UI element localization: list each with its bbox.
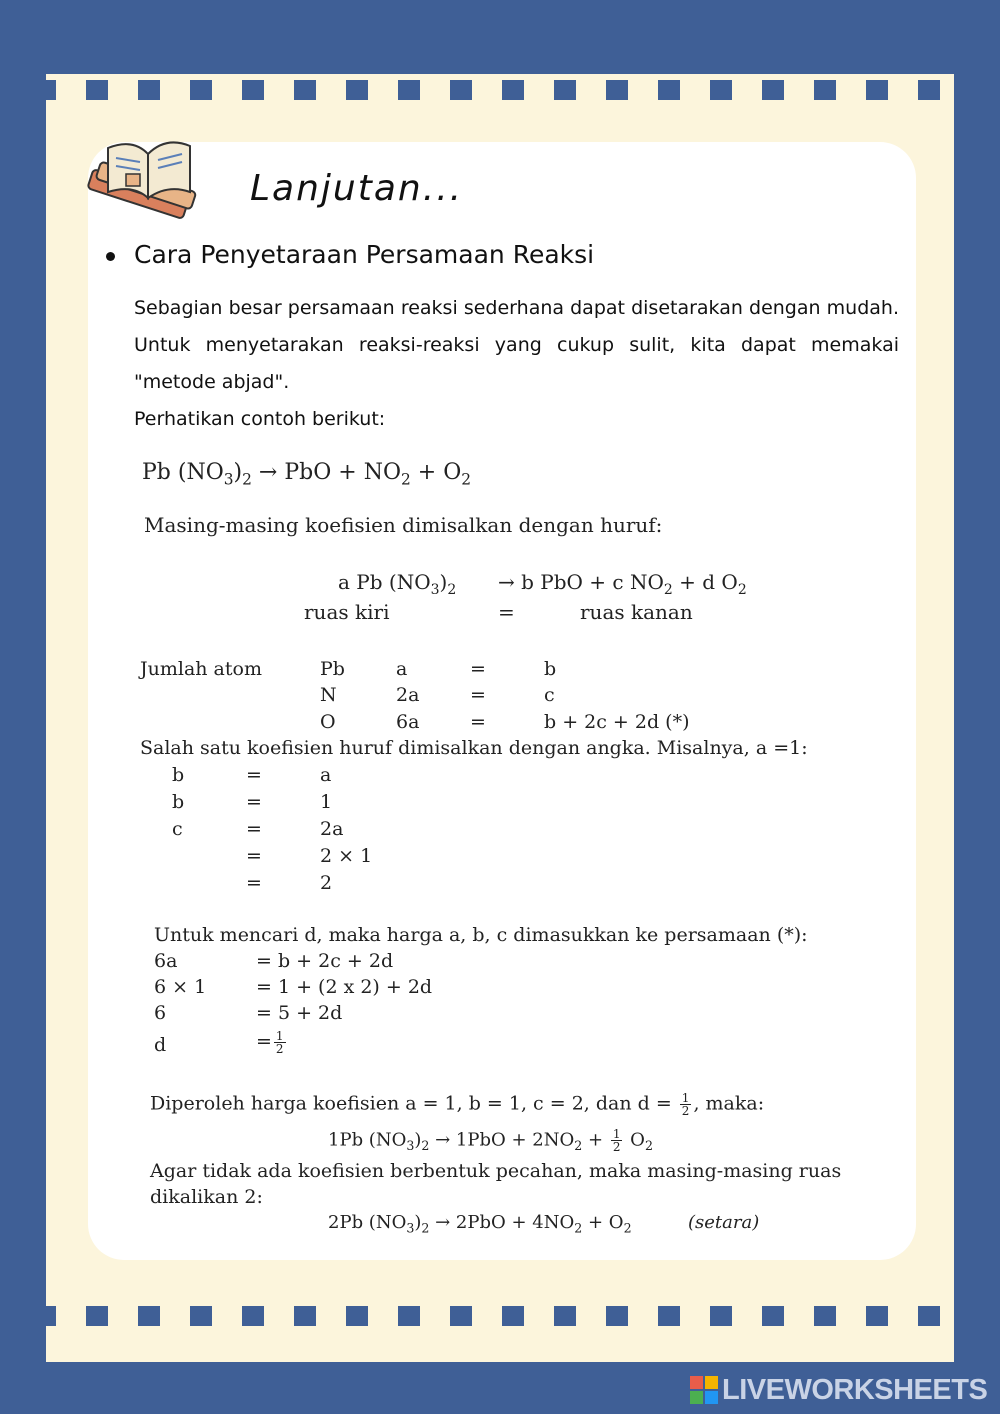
atom-equals: = <box>470 684 486 706</box>
fraction-half <box>611 1128 623 1153</box>
eq-part: → 2PbO + 4NO <box>429 1212 575 1233</box>
bullet-icon <box>106 252 115 261</box>
eq-part: + O <box>582 1212 624 1233</box>
calc-right: = b + 2c + 2d <box>256 950 394 972</box>
text-part: Diperoleh harga koefisien a = 1, b = 1, c = 2, dan d = <box>150 1092 678 1115</box>
eq-part: a Pb (NO <box>338 570 431 594</box>
atom-right: b <box>544 658 557 680</box>
balanced-note: (setara) <box>688 1212 760 1233</box>
atom-element: O <box>320 711 336 733</box>
step4-note-1: Agar tidak ada koefisien berbentuk pecahan, maka masing-masing ruas <box>150 1160 842 1182</box>
var-equals: = <box>246 845 262 867</box>
atom-equals: = <box>470 658 486 680</box>
calc-result <box>256 1030 288 1055</box>
atom-count-label: Jumlah atom <box>140 658 262 680</box>
eq-sub: 2 <box>242 470 252 489</box>
calc-right: = 5 + 2d <box>256 1002 343 1024</box>
eq-part: + O <box>410 460 462 485</box>
page-title: Lanjutan... <box>250 168 464 209</box>
var-equals: = <box>246 872 262 894</box>
final-equation <box>328 1212 632 1236</box>
eq-part: + d O <box>672 570 738 594</box>
eq-sub: 3 <box>223 470 234 489</box>
atom-equals: = <box>470 711 486 733</box>
eq-sub: 2 <box>461 470 472 489</box>
intro-prompt: Perhatikan contoh berikut: <box>134 408 386 430</box>
var-value: 2a <box>320 818 344 840</box>
atom-right: b + 2c + 2d (*) <box>544 711 690 733</box>
calc-right: = 1 + (2 x 2) + 2d <box>256 976 433 998</box>
atom-right: c <box>544 684 555 706</box>
step3-intro: Untuk mencari d, maka harga a, b, c dimasukkan ke persamaan (*): <box>154 924 808 946</box>
liveworksheets-watermark <box>690 1374 987 1406</box>
eq-sub: 3 <box>430 582 440 598</box>
eq-part: O <box>624 1129 645 1151</box>
text-part: , maka: <box>693 1092 765 1115</box>
eq-part: ) <box>414 1212 422 1233</box>
fraction-half <box>274 1030 286 1055</box>
intro-paragraph: Sebagian besar persamaan reaksi sederhana dapat disetarakan dengan mudah. Untuk menyetarakan reaksi-reaksi yang cukup sulit, kita dapat memakai "metode abjad". <box>134 297 899 393</box>
step1-rhs <box>498 570 747 598</box>
var-value: a <box>320 764 332 786</box>
frac-num: 1 <box>681 1091 690 1105</box>
frac-den: 2 <box>275 1042 284 1056</box>
eq-part: 2Pb (NO <box>328 1212 407 1233</box>
eq-part: → PbO + NO <box>251 460 401 485</box>
eq-part: + <box>582 1129 609 1151</box>
var-equals: = <box>246 818 262 840</box>
border-edge-bottom-inner <box>46 1300 954 1306</box>
step1-intro: Masing-masing koefisien dimisalkan dengan huruf: <box>144 513 663 537</box>
eq-sub: 2 <box>644 1138 653 1154</box>
eq-sub: 2 <box>574 1138 583 1154</box>
eq-sub: 2 <box>401 470 411 489</box>
right-side-label: ruas kanan <box>580 600 693 624</box>
eq-part: ) <box>233 460 243 485</box>
step4-intro <box>150 1092 764 1117</box>
atom-element: N <box>320 684 337 706</box>
border-edge-bottom <box>46 1326 954 1332</box>
liveworksheets-logo-icon <box>690 1376 718 1404</box>
step2-intro: Salah satu koefisien huruf dimisalkan dengan angka. Misalnya, a =1: <box>140 737 808 759</box>
fractional-equation <box>328 1128 653 1153</box>
eq-part: → 1PbO + 2NO <box>429 1129 575 1151</box>
book-icon <box>78 124 218 224</box>
calc-left: 6 <box>154 1002 167 1024</box>
eq-sub: 2 <box>663 582 673 598</box>
eq-sub: 2 <box>421 1220 430 1236</box>
eq-sub: 2 <box>421 1138 430 1154</box>
var-name: b <box>172 791 185 813</box>
var-equals: = <box>246 791 262 813</box>
frac-num: 1 <box>612 1127 621 1141</box>
main-equation <box>142 460 471 488</box>
step1-lhs <box>338 570 456 598</box>
eq-sub: 3 <box>406 1138 415 1154</box>
eq-sub: 2 <box>737 582 747 598</box>
watermark-text: LIVEWORKSHEETS <box>722 1373 988 1406</box>
var-name: b <box>172 764 185 786</box>
frac-num: 1 <box>275 1029 284 1043</box>
eq-part: ) <box>414 1129 422 1151</box>
var-value: 2 × 1 <box>320 845 373 867</box>
eq-sub: 3 <box>406 1220 415 1236</box>
border-edge-top <box>46 74 954 80</box>
atom-element: Pb <box>320 658 345 680</box>
calc-equals: = <box>256 1030 272 1053</box>
intro-text <box>134 290 899 438</box>
border-edge-top-inner <box>46 100 954 106</box>
calc-left: 6 × 1 <box>154 976 207 998</box>
var-name: c <box>172 818 183 840</box>
eq-part: Pb (NO <box>142 460 224 485</box>
eq-part: ) <box>439 570 448 594</box>
sides-equals: = <box>498 600 515 624</box>
frac-den: 2 <box>612 1140 621 1154</box>
calc-left: d <box>154 1034 167 1056</box>
atom-left: 6a <box>396 711 420 733</box>
calc-left: 6a <box>154 950 178 972</box>
eq-sub: 2 <box>623 1220 632 1236</box>
eq-part: 1Pb (NO <box>328 1129 407 1151</box>
step4-note-2: dikalikan 2: <box>150 1186 263 1208</box>
atom-left: a <box>396 658 408 680</box>
eq-part: → b PbO + c NO <box>498 570 664 594</box>
eq-sub: 2 <box>574 1220 583 1236</box>
frac-den: 2 <box>681 1104 690 1118</box>
var-value: 2 <box>320 872 333 894</box>
eq-sub: 2 <box>447 582 457 598</box>
var-value: 1 <box>320 791 333 813</box>
fraction-half <box>680 1092 692 1117</box>
left-side-label: ruas kiri <box>304 600 390 624</box>
var-equals: = <box>246 764 262 786</box>
atom-left: 2a <box>396 684 420 706</box>
section-heading: Cara Penyetaraan Persamaan Reaksi <box>134 240 595 269</box>
